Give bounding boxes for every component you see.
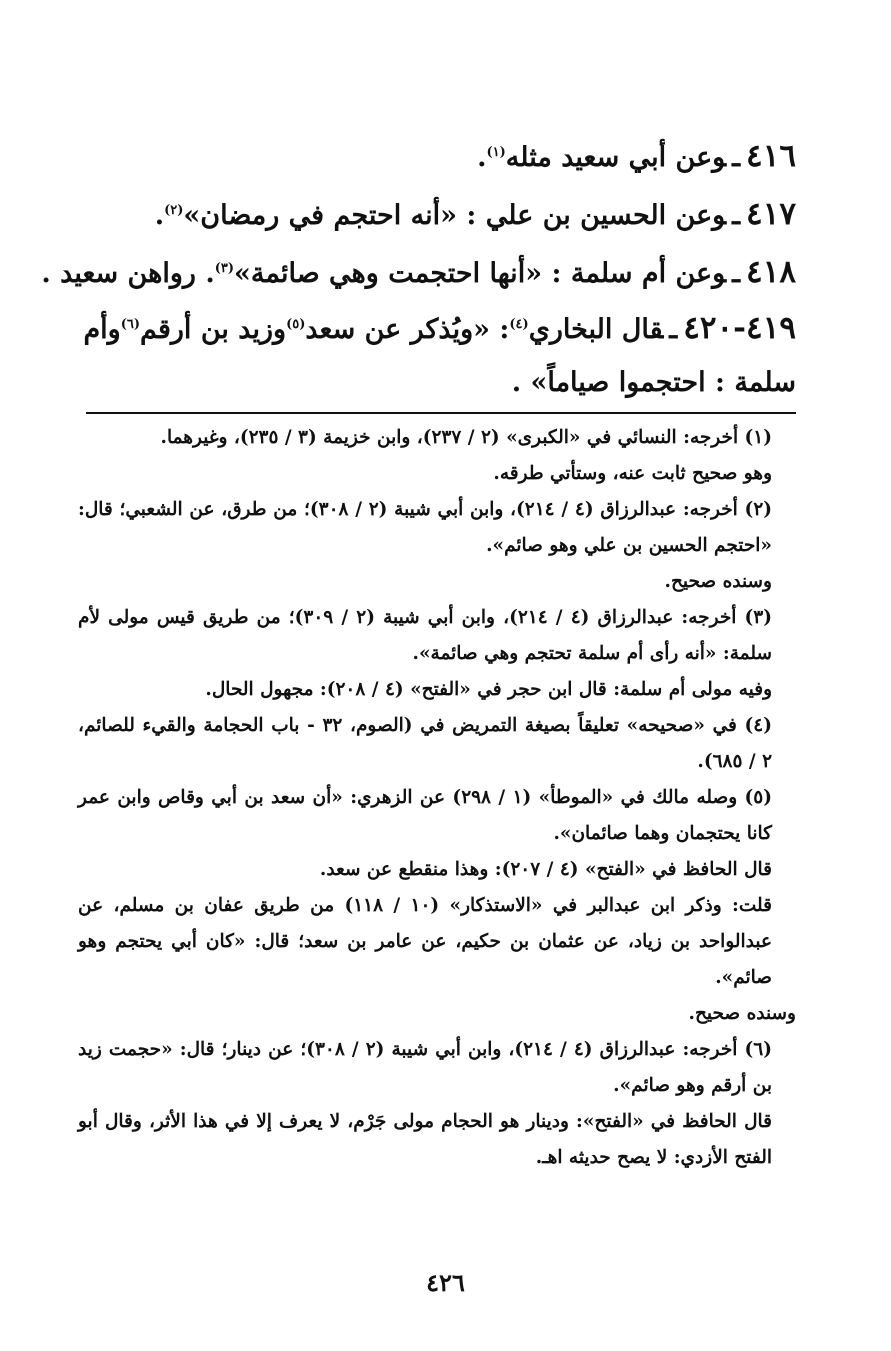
footnote-1: (١) أخرجه: النسائي في «الكبرى» (٢ / ٢٣٧)، وابن خزيمة (٣ / ٢٣٥)، وغيرهما. xyxy=(160,427,772,448)
footnote-6-note: قال الحافظ في «الفتح»: ودينار هو الحجام مولى جَرْم، لا يعرف إلا في هذا الأثر، وقال أبو الفتح الأزدي: لا يصح حديثه اهـ. xyxy=(78,1111,772,1168)
footnote-5-note: قال الحافظ في «الفتح» (٤ / ٢٠٧): وهذا منقطع عن سعد. xyxy=(319,859,772,880)
dash: ـ xyxy=(732,200,741,231)
footnote-6: (٦) أخرجه: عبدالرزاق (٤ / ٢١٤)، وابن أبي شيبة (٢ / ٣٠٨)؛ عن دينار؛ قال: «حجمت زيد بن أرقم وهو صائم». xyxy=(78,1039,772,1096)
hadith-text: وأم سلمة : احتجموا صياماً» . xyxy=(83,314,796,398)
hadith-text: وعن أبي سعيد مثله xyxy=(505,142,727,173)
hadith-text: وعن الحسين بن علي : «أنه احتجم في رمضان» xyxy=(183,200,727,231)
page-number: ٤٢٦ xyxy=(426,1268,465,1297)
hadith-text: قال البخاري xyxy=(528,314,664,345)
footnote-ref: (٢) xyxy=(164,203,184,218)
hadith-419-420 xyxy=(78,302,796,409)
dash: ـ xyxy=(669,314,678,345)
footnote-ref: (٥) xyxy=(286,317,306,332)
hadith-417 xyxy=(78,186,796,244)
hadith-number: ٤١٩-٤٢٠ xyxy=(683,310,796,346)
footnote-2-note: وسنده صحيح. xyxy=(664,571,772,592)
footnote-3-note: وفيه مولى أم سلمة: قال ابن حجر في «الفتح» (٤ / ٢٠٨): مجهول الحال. xyxy=(205,679,772,700)
hadith-text: : «ويُذكر عن سعد xyxy=(305,314,510,345)
footnote-5-note-3: وسنده صحيح. xyxy=(688,1003,796,1024)
hadith-418 xyxy=(41,244,796,302)
hadith-tail: . xyxy=(477,142,487,173)
hadith-tail: . رواهن سعيد . xyxy=(41,258,215,289)
footnote-ref: (٦) xyxy=(120,317,141,332)
hadith-number: ٤١٧ xyxy=(746,196,796,232)
footnote-ref: (١) xyxy=(486,145,506,160)
hadith-416 xyxy=(78,128,796,186)
footnote-5: (٥) وصله مالك في «الموطأ» (١ / ٢٩٨) عن الزهري: «أن سعد بن أبي وقاص وابن عمر كانا يحتجمان وهما صائمان». xyxy=(78,787,772,844)
dash: ـ xyxy=(732,142,741,173)
dash: ـ xyxy=(732,258,741,289)
footnote-1-note: وهو صحيح ثابت عنه، وستأتي طرقه. xyxy=(493,463,772,484)
footnote-3: (٣) أخرجه: عبدالرزاق (٤ / ٢١٤)، وابن أبي شيبة (٢ / ٣٠٩)؛ من طريق قيس مولى لأم سلمة: «أنه رأى أم سلمة تحتجم وهي صائمة». xyxy=(78,607,772,664)
footnote-ref: (٤) xyxy=(509,317,529,332)
hadith-text: وعن أم سلمة : «أنها احتجمت وهي صائمة» xyxy=(234,258,727,289)
hadith-section xyxy=(41,128,796,409)
footnotes-section xyxy=(78,420,796,1176)
footnote-2: (٢) أخرجه: عبدالرزاق (٤ / ٢١٤)، وابن أبي شيبة (٢ / ٣٠٨)؛ من طرق، عن الشعبي؛ قال: «احتجم الحسين بن علي وهو صائم». xyxy=(78,499,773,556)
hadith-number: ٤١٦ xyxy=(746,138,796,174)
footnote-5-note-2: قلت: وذكر ابن عبدالبر في «الاستذكار» (١٠ / ١١٨) من طريق عفان بن مسلم، عن عبدالواحد بن زياد، عن عثمان بن حكيم، عن عامر بن سعد؛ قال: «كان أبي يحتجم وهو صائم». xyxy=(78,895,772,988)
footnote-separator xyxy=(86,412,796,414)
hadith-tail: . xyxy=(154,200,165,231)
hadith-text: وزيد بن أرقم xyxy=(140,314,287,345)
hadith-number: ٤١٨ xyxy=(746,254,796,290)
footnote-ref: (٣) xyxy=(214,261,235,276)
footnote-4: (٤) في «صحيحه» تعليقاً بصيغة التمريض في (الصوم، ٣٢ - باب الحجامة والقيء للصائم، ٢ / ٦٨٥). xyxy=(78,715,772,772)
